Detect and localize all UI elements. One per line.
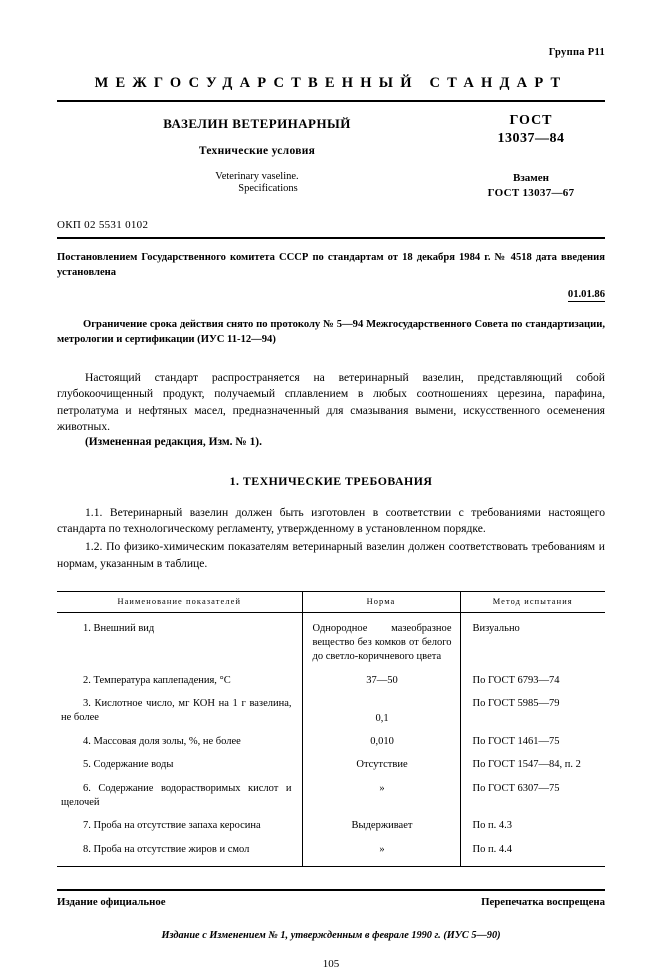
edition-official: Издание официальное bbox=[57, 895, 166, 908]
row-1-method: Визуально bbox=[460, 612, 605, 664]
gost-word: ГОСТ bbox=[509, 113, 553, 128]
row-7-name bbox=[57, 819, 302, 833]
standard-banner: МЕЖГОСУДАРСТВЕННЫЙ СТАНДАРТ bbox=[94, 75, 568, 91]
replaces-label: Взамен bbox=[513, 172, 549, 184]
table-row bbox=[57, 758, 605, 772]
row-7-method: По п. 4.3 bbox=[460, 819, 605, 833]
row-8-method: По п. 4.4 bbox=[460, 843, 605, 866]
row-1-name bbox=[57, 612, 302, 664]
footer-row bbox=[57, 896, 605, 908]
clause-1-2-body: 1.2. По физико-химическим показателям ветеринарный вазелин должен соответствовать требованиям и нормам, указанным в таблице. bbox=[57, 540, 605, 570]
clause-1-1-body: 1.1. Ветеринарный вазелин должен быть изготовлен в соответствии с требованиями настоящего стандарта по технологическому регламенту, утвержденному в установленном порядке. bbox=[57, 506, 605, 536]
effective-date: 01.01.86 bbox=[567, 289, 605, 301]
row-4-norm: 0,010 bbox=[302, 735, 460, 749]
row-8-name bbox=[57, 843, 302, 866]
okp-rule bbox=[57, 237, 605, 239]
row-3-name bbox=[57, 697, 302, 726]
gost-number: 13037—84 bbox=[497, 131, 565, 146]
reprint-forbidden: Перепечатка воспрещена bbox=[481, 895, 605, 908]
table-row bbox=[57, 843, 605, 866]
row-6-name-text: 6. Содержание водорастворимых кислот и щелочей bbox=[61, 782, 292, 808]
row-2-method: По ГОСТ 6793—74 bbox=[460, 674, 605, 688]
page-number: 105 bbox=[322, 957, 340, 970]
row-1-norm: Однородное мазеобразное вещество без комков от белого до светло-коричневого цвета bbox=[302, 612, 460, 664]
document-title-ru: ВАЗЕЛИН ВЕТЕРИНАРНЫЙ bbox=[163, 116, 351, 131]
row-3-norm bbox=[302, 697, 460, 726]
decree-text: Постановлением Государственного комитета СССР по стандартам от 18 декабря 1984 г. № 4518 дата введения установлена bbox=[57, 252, 605, 279]
group-code: Группа Р11 bbox=[548, 47, 605, 58]
row-5-name bbox=[57, 758, 302, 772]
revision-note: (Измененная редакция, Изм. № 1). bbox=[85, 436, 262, 448]
table-row bbox=[57, 674, 605, 688]
document-title-en-line2: Specifications bbox=[238, 183, 298, 195]
table-row-spacer bbox=[57, 665, 605, 674]
row-1-name-text: 1. Внешний вид bbox=[83, 622, 155, 634]
scope-body: Настоящий стандарт распространяется на ветеринарный вазелин, представляющий собой глубокоочищенный продукт, получаемый сплавлением в любых соотношениях церезина, парафина, петролатума и нефтяных масел, предназначенный для смазывания вымени, искусственного осеменения животных. bbox=[57, 371, 605, 433]
spec-table-head bbox=[57, 591, 605, 612]
row-4-name bbox=[57, 735, 302, 749]
table-row bbox=[57, 697, 605, 726]
col-header-norm: Норма bbox=[302, 591, 460, 612]
title-block bbox=[57, 113, 605, 211]
title-block-right bbox=[457, 113, 605, 199]
spec-table-body bbox=[57, 612, 605, 865]
document-subtitle-ru: Технические условия bbox=[198, 145, 316, 157]
row-8-norm: » bbox=[302, 843, 460, 866]
spec-table-bottom-rule bbox=[57, 866, 605, 867]
table-row bbox=[57, 612, 605, 664]
spec-table-header-row bbox=[57, 591, 605, 612]
replaces-value: ГОСТ 13037—67 bbox=[487, 187, 575, 199]
row-6-norm: » bbox=[302, 782, 460, 811]
edition-note: Издание с Изменением № 1, утвержденным в феврале 1990 г. (ИУС 5—90) bbox=[161, 929, 501, 941]
row-5-method: По ГОСТ 1547—84, п. 2 bbox=[460, 758, 605, 772]
row-2-name-text: 2. Температура каплепадения, °С bbox=[83, 674, 231, 686]
spec-table-wrapper bbox=[57, 591, 605, 867]
table-row-spacer bbox=[57, 834, 605, 843]
okp-code: ОКП 02 5531 0102 bbox=[57, 219, 149, 231]
table-row bbox=[57, 819, 605, 833]
footer-rule bbox=[57, 889, 605, 891]
table-row bbox=[57, 782, 605, 811]
effective-date-row bbox=[57, 289, 605, 300]
row-4-name-text: 4. Массовая доля золы, %, не более bbox=[83, 736, 241, 748]
row-3-method: По ГОСТ 5985—79 bbox=[460, 697, 605, 726]
table-row-spacer bbox=[57, 810, 605, 819]
spec-table bbox=[57, 591, 605, 866]
row-2-norm: 37—50 bbox=[302, 674, 460, 688]
row-7-norm: Выдерживает bbox=[302, 819, 460, 833]
row-3-name-text: 3. Кислотное число, мг КОН на 1 г вазелина, не более bbox=[61, 697, 292, 724]
page-content bbox=[57, 0, 605, 970]
limitation-body: Ограничение срока действия снято по протоколу № 5—94 Межгосударственного Совета по стандартизации, метрологии и сертификации (ИУС 11-12—94) bbox=[57, 319, 605, 346]
clause-1-2 bbox=[57, 539, 605, 571]
title-block-left bbox=[57, 116, 457, 196]
table-row-spacer bbox=[57, 749, 605, 758]
section-1-title: 1. ТЕХНИЧЕСКИЕ ТРЕБОВАНИЯ bbox=[229, 474, 433, 488]
clause-1-1 bbox=[57, 505, 605, 537]
table-row-spacer bbox=[57, 726, 605, 735]
document-title-en bbox=[57, 171, 457, 196]
scope-paragraph bbox=[57, 370, 605, 435]
table-row-spacer bbox=[57, 688, 605, 697]
banner-rule-thick bbox=[57, 100, 605, 102]
row-8-name-text: 8. Проба на отсутствие жиров и смол bbox=[83, 843, 250, 855]
row-5-name-text: 5. Содержание воды bbox=[83, 759, 174, 771]
table-row bbox=[57, 735, 605, 749]
row-5-norm: Отсутствие bbox=[302, 758, 460, 772]
row-7-name-text: 7. Проба на отсутствие запаха керосина bbox=[83, 820, 261, 832]
col-header-name: Наименование показателей bbox=[57, 591, 302, 612]
col-header-method: Метод испытания bbox=[460, 591, 605, 612]
row-6-method: По ГОСТ 6307—75 bbox=[460, 782, 605, 811]
row-4-method: По ГОСТ 1461—75 bbox=[460, 735, 605, 749]
row-3-norm-text: 0,1 bbox=[375, 712, 389, 724]
row-6-name bbox=[57, 782, 302, 811]
row-2-name bbox=[57, 674, 302, 688]
table-row-spacer bbox=[57, 773, 605, 782]
document-title-en-line1: Veterinary vaseline. bbox=[215, 171, 299, 182]
limitation-text bbox=[57, 317, 605, 347]
